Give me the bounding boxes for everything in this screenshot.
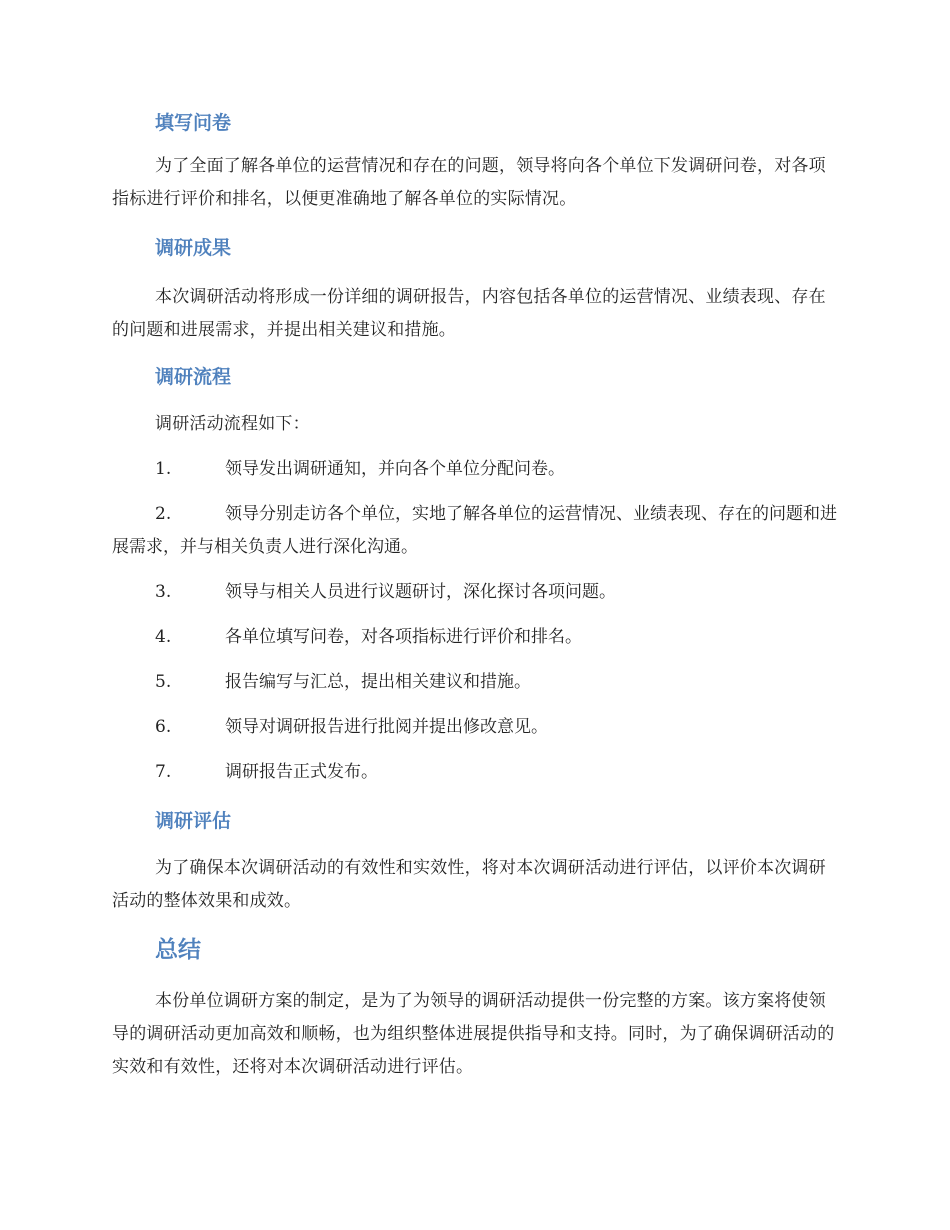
list-item-text: 调研报告正式发布。 (225, 762, 378, 782)
paragraph-process-intro: 调研活动流程如下： (155, 414, 310, 434)
list-item (112, 621, 842, 654)
heading-questionnaire: 填写问卷 (155, 112, 232, 134)
paragraph-summary: 本份单位调研方案的制定，是为了为领导的调研活动提供一份完整的方案。该方案将使领导的调研活动更加高效和顺畅，也为组织整体进展提供指导和支持。同时，为了确保调研活动的实效和有效性，还将对本次调研活动进行评估。 (112, 991, 835, 1077)
list-item-text: 领导分别走访各个单位，实地了解各单位的运营情况、业绩表现、存在的问题和进展需求，并与相关负责人进行深化沟通。 (112, 504, 837, 557)
list-item (112, 711, 842, 744)
list-item (112, 756, 842, 789)
list-item-text: 领导对调研报告进行批阅并提出修改意见。 (225, 717, 548, 737)
list-item-number: 4. (155, 627, 172, 647)
heading-process: 调研流程 (155, 366, 232, 388)
list-item (112, 453, 842, 486)
list-item-number: 5. (155, 672, 172, 692)
list-item-number: 2. (155, 504, 172, 524)
list-item (112, 666, 842, 699)
paragraph-questionnaire: 为了全面了解各单位的运营情况和存在的问题，领导将向各个单位下发调研问卷，对各项指标进行评价和排名，以便更准确地了解各单位的实际情况。 (112, 156, 826, 209)
heading-results: 调研成果 (155, 237, 232, 259)
paragraph-results: 本次调研活动将形成一份详细的调研报告，内容包括各单位的运营情况、业绩表现、存在的问题和进展需求，并提出相关建议和措施。 (112, 287, 826, 340)
list-item-text: 各单位填写问卷，对各项指标进行评价和排名。 (225, 627, 582, 647)
list-item-number: 7. (155, 762, 172, 782)
list-item-text: 报告编写与汇总，提出相关建议和措施。 (225, 672, 531, 692)
list-item-number: 6. (155, 717, 172, 737)
list-item (112, 576, 842, 609)
list-item-text: 领导发出调研通知，并向各个单位分配问卷。 (225, 459, 565, 479)
list-item (112, 498, 842, 564)
heading-evaluation: 调研评估 (155, 810, 232, 832)
list-item-number: 1. (155, 459, 172, 479)
heading-summary: 总结 (155, 937, 201, 963)
list-item-text: 领导与相关人员进行议题研讨，深化探讨各项问题。 (225, 582, 616, 602)
paragraph-evaluation: 为了确保本次调研活动的有效性和实效性，将对本次调研活动进行评估，以评价本次调研活动的整体效果和成效。 (112, 858, 826, 911)
list-item-number: 3. (155, 582, 172, 602)
